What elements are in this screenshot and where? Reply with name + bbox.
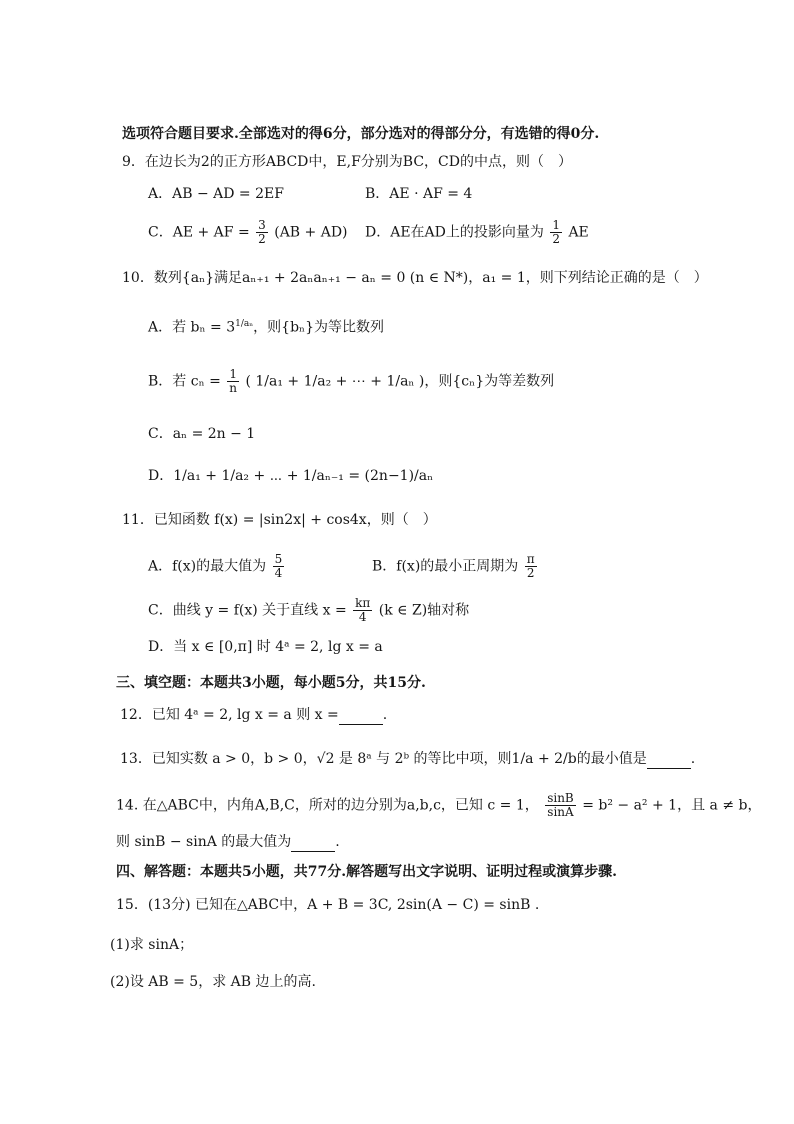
q10-option-a: A．若 $b_n = 3^{1/a_n}$，则{bₙ}为等比数列 bbox=[148, 319, 384, 336]
q14-line-1: 14. 在△ABC中，内角A,B,C，所对的边分别为a,b,c，已知 c = 1， $\frac{\sin B}{\sin A}$ = b² − a² + 1，且 a ≠ b， bbox=[116, 791, 762, 819]
q11-option-b: B．f(x)的最小正周期为 $\frac{\pi}{2}$ bbox=[372, 552, 535, 580]
q11-option-a: A．f(x)的最大值为 $\frac{5}{4}$ bbox=[148, 552, 283, 580]
q10-stem: 10．数列{aₙ}满足aₙ₊₁ + 2aₙaₙ₊₁ − aₙ = 0 (n ∈ N*)，a₁ = 1，则下列结论正确的是（ ） bbox=[122, 270, 708, 286]
q11-option-d: D．当 x ∈ [0,π] 时 4ᵃ = 2, lg x = a bbox=[148, 639, 383, 655]
q14-answer-blank[interactable] bbox=[291, 837, 335, 852]
q11-b-fraction: $\frac{\pi}{2}$ bbox=[526, 552, 535, 580]
section-3-heading: 三、填空题：本题共3小题，每小题5分，共15分. bbox=[116, 675, 426, 691]
q10-b-fraction: $\frac{1}{n}$ bbox=[229, 367, 238, 395]
q14-line-2: 则 sinB − sinA 的最大值为 . bbox=[116, 834, 340, 850]
section-4-heading: 四、解答题：本题共5小题，共77分.解答题写出文字说明、证明过程或演算步骤. bbox=[116, 864, 617, 880]
q11-stem: 11．已知函数 f(x) = |sin2x| + cos4x，则（ ） bbox=[122, 512, 437, 528]
q9-c-fraction: $\frac{3}{2}$ bbox=[258, 218, 266, 246]
q13: 13．已知实数 a > 0，b > 0，√2 是 8ᵃ 与 2ᵇ 的等比中项，则1/a + 2/b的最小值是 . bbox=[120, 751, 696, 767]
q10-option-b: B．若 cₙ = $\frac{1}{n}$ ( 1/a₁ + 1/a₂ + ⋯ + 1/aₙ )，则{cₙ}为等差数列 bbox=[148, 367, 555, 395]
section-intro: 选项符合题目要求.全部选对的得6分，部分选对的得部分分，有选错的得0分. bbox=[122, 126, 600, 142]
q9-option-b: B．AE · AF = 4 bbox=[365, 186, 473, 202]
q10-option-d: D．1/a₁ + 1/a₂ + ⋯ + 1/aₙ₋₁ = (2n−1)/aₙ bbox=[148, 468, 434, 484]
q14-fraction: $\frac{\sin B}{\sin A}$ bbox=[547, 791, 574, 819]
q13-answer-blank[interactable] bbox=[647, 754, 691, 769]
q11-option-c: C．曲线 y = f(x) 关于直线 x = $\frac{k\pi}{4}$ (k ∈ Z)轴对称 bbox=[148, 596, 470, 624]
q11-c-fraction: $\frac{k\pi}{4}$ bbox=[355, 596, 371, 624]
q10-option-c: C．aₙ = 2n − 1 bbox=[148, 426, 256, 442]
q9-option-d: D．AE在AD上的投影向量为 $\frac{1}{2}$ AE bbox=[365, 218, 589, 246]
q15-part-2: (2)设 AB = 5，求 AB 边上的高. bbox=[110, 974, 316, 990]
q12-answer-blank[interactable] bbox=[339, 710, 383, 725]
q15-part-1: (1)求 sinA； bbox=[110, 937, 194, 953]
q12: 12．已知 4ᵃ = 2, lg x = a 则 x = . bbox=[120, 707, 388, 723]
q11-a-fraction: $\frac{5}{4}$ bbox=[274, 552, 283, 580]
q15-stem: 15．(13分) 已知在△ABC中，A + B = 3C, 2sin(A − C) = sinB . bbox=[116, 897, 540, 913]
q9-option-a: A．AB − AD = 2EF bbox=[148, 186, 284, 202]
q9-stem: 9．在边长为2的正方形ABCD中，E,F分别为BC，CD的中点，则（ ） bbox=[122, 154, 572, 170]
q9-option-c: C．AE + AF = $\frac{3}{2}$ (AB + AD) bbox=[148, 218, 348, 246]
q9-d-fraction: $\frac{1}{2}$ bbox=[552, 218, 560, 246]
